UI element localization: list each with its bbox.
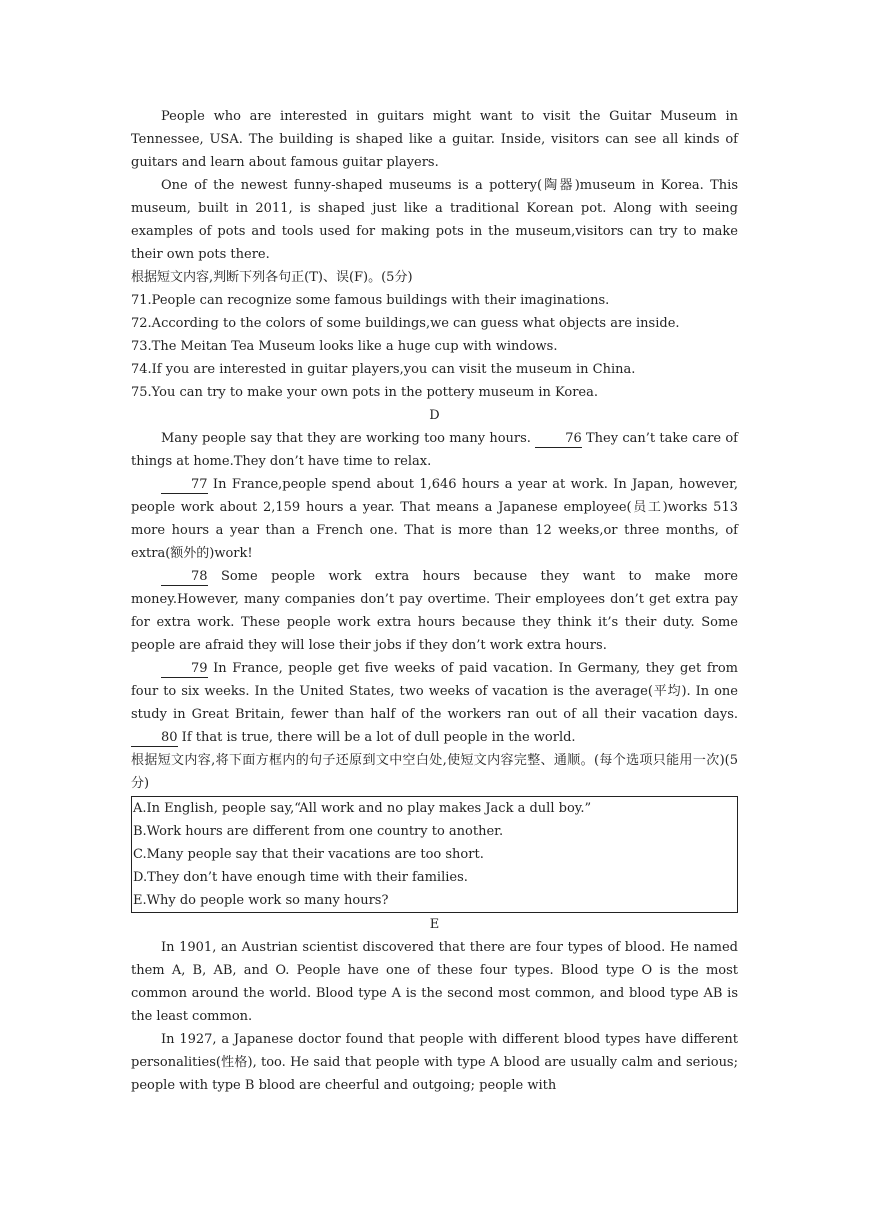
blank-79: 79 — [161, 661, 208, 678]
option-c: C.Many people say that their vacations are too short. — [133, 847, 484, 862]
paragraph-e2: In 1927, a Japanese doctor found that people with different blood types have different personalities(性格), too. He said that people with type A blood are usually calm and serious; people with type B blood are cheerful and outgoing; people with — [131, 1032, 738, 1093]
section-heading-e: E — [429, 917, 440, 932]
paragraph-d4 — [131, 657, 738, 749]
blank-78: 78 — [161, 569, 208, 586]
question-74: 74.If you are interested in guitar players,you can visit the museum in China. — [131, 362, 636, 377]
option-b: B.Work hours are different from one country to another. — [133, 824, 504, 839]
question-73: 73.The Meitan Tea Museum looks like a huge cup with windows. — [131, 339, 558, 354]
question-72: 72.According to the colors of some buildings,we can guess what objects are inside. — [131, 316, 680, 331]
document-page — [131, 105, 738, 1097]
option-a: A.In English, people say,“All work and no play makes Jack a dull boy.” — [133, 801, 592, 816]
instruction-true-false: 根据短文内容,判断下列各句正(T)、误(F)。(5分) — [131, 270, 413, 285]
blank-77: 77 — [161, 477, 208, 494]
section-heading-d: D — [429, 408, 440, 423]
paragraph-guitar-museum: People who are interested in guitars might want to visit the Guitar Museum in Tennessee, USA. The building is shaped like a guitar. Inside, visitors can see all kinds of guitars and learn about famous guitar players. — [131, 109, 738, 170]
paragraph-d1 — [131, 427, 738, 473]
paragraph-d1-text-a: Many people say that they are working too many hours. — [161, 431, 536, 446]
option-d: D.They don’t have enough time with their families. — [133, 870, 468, 885]
blank-76: 76 — [535, 431, 582, 448]
paragraph-d4-text-b: If that is true, there will be a lot of dull people in the world. — [177, 730, 576, 745]
question-71: 71.People can recognize some famous buildings with their imaginations. — [131, 293, 610, 308]
paragraph-d1-text-b: They can’t take care of things at home.They don’t have time to relax. — [131, 431, 738, 469]
paragraph-d3-text: Some people work extra hours because they want to make more money.However, many companies don’t pay overtime. Their employees don’t get extra pay for extra work. These people work extra hours because they think it’s their duty. Some people are afraid they will lose their jobs if they don’t work extra hours. — [131, 569, 738, 653]
paragraph-d2 — [131, 473, 738, 565]
question-75: 75.You can try to make your own pots in the pottery museum in Korea. — [131, 385, 599, 400]
paragraph-e1: In 1901, an Austrian scientist discovered that there are four types of blood. He named them A, B, AB, and O. People have one of these four types. Blood type O is the most common around the world. Blood type A is the second most common, and blood type AB is the least common. — [131, 940, 738, 1024]
paragraph-d3 — [131, 565, 738, 657]
paragraph-d4-text-a: In France, people get five weeks of paid vacation. In Germany, they get from four to six weeks. In the United States, two weeks of vacation is the average(平均). In one study in Great Britain, fewer than half of the workers ran out of all their vacation days. — [131, 661, 738, 722]
paragraph-pottery-museum: One of the newest funny-shaped museums is a pottery(陶器)museum in Korea. This museum, built in 2011, is shaped just like a traditional Korean pot. Along with seeing examples of pots and tools used for making pots in the museum,visitors can try to make their own pots there. — [131, 178, 738, 262]
options-box — [131, 796, 738, 913]
paragraph-d2-text: In France,people spend about 1,646 hours a year at work. In Japan, however, people work about 2,159 hours a year. That means a Japanese employee(员工)works 513 more hours a year than a French one. That is more than 12 weeks,or three months, of extra(额外的)work! — [131, 477, 738, 561]
option-e: E.Why do people work so many hours? — [133, 893, 389, 908]
instruction-fill-blanks: 根据短文内容,将下面方框内的句子还原到文中空白处,使短文内容完整、通顺。(每个选项只能用一次)(5分) — [131, 753, 738, 791]
blank-80: 80 — [131, 730, 178, 747]
